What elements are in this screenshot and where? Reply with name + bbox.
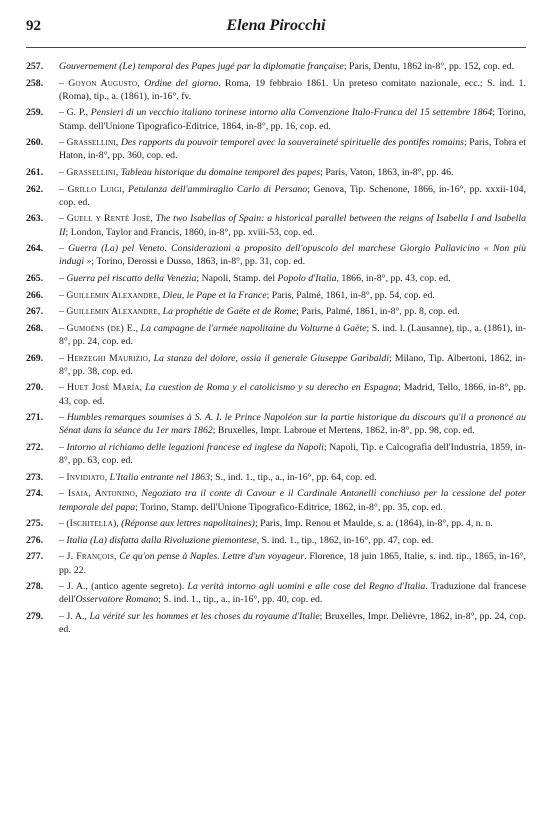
entry-title: Pensieri di un vecchio italiano torinese intorno alla Convenzione Italo-Franca del 15 settembre 1864 <box>90 107 493 119</box>
entry-detail: – <box>59 412 67 424</box>
bibliography-entry <box>26 471 526 484</box>
entry-number: 257. <box>26 61 44 72</box>
entry-title: L'Italia entrante nel 1863 <box>109 471 210 483</box>
entry-author: Grassellini <box>66 166 116 178</box>
entry-author: Ischitella <box>69 518 113 530</box>
entry-number: 277. <box>26 551 44 563</box>
entry-detail: , 1866, in-8°, pp. 43, cop. ed. <box>336 272 451 284</box>
entry-text <box>59 411 526 437</box>
entry-detail: ; Paris, Vaton, 1863, in-8°, pp. 46. <box>320 166 454 178</box>
entry-number: 260. <box>26 137 44 149</box>
bibliography-entry <box>26 322 526 348</box>
entry-title: (Réponse aux lettres napolitaines) <box>121 518 255 530</box>
bibliography-entry <box>26 441 526 467</box>
entry-detail: , <box>104 471 110 483</box>
entry-detail: , <box>139 382 146 394</box>
entry-detail: , <box>157 289 163 301</box>
bibliography-entry <box>26 381 526 407</box>
entry-text <box>59 352 526 378</box>
entry-text <box>59 289 526 302</box>
entry-detail: – <box>59 551 67 563</box>
entry-author: Isaia, Antonino <box>67 488 136 500</box>
entry-detail: ; Madrid, Tello, 1866, in-8°, pp. 43, cop. ed. <box>59 382 526 407</box>
entry-number: 267. <box>26 306 44 318</box>
entry-number: 268. <box>26 322 44 334</box>
bibliography-entry <box>26 242 526 268</box>
entry-detail: – <box>59 213 67 225</box>
entry-title: Petulanza dell'ammiraglio Carlo di Persano <box>127 183 308 195</box>
entry-detail: ; Paris, Palmé, 1861, in-8°, pp. 8, cop. ed. <box>296 306 460 318</box>
entry-text <box>59 272 526 285</box>
entry-title: Guerra pel riscatto della Venezia <box>66 272 197 284</box>
entry-number: 274. <box>26 488 44 500</box>
entry-number: 261. <box>26 166 44 178</box>
bibliography-entry <box>26 212 526 238</box>
entry-author: J. François <box>66 551 115 563</box>
entry-number: 275. <box>26 518 44 530</box>
entry-title: Des rapports du pouvoir temporel avec la souveraineté spirituelle des pontifes romains <box>120 137 464 149</box>
running-head: Elena Pirocchi <box>226 17 326 34</box>
entry-title: La cuestion de Roma y el catolicismo y su derecho en Espagna <box>145 382 399 394</box>
entry-text <box>59 550 526 576</box>
entry-detail: ; Bruxelles, Impr. Delièvre, 1862, in-8°, pp. 24, cop. ed. <box>59 610 526 636</box>
entry-detail: ; Torino, Derossi e Dusso, 1863, in-8°, pp. 31, cop. ed. <box>91 256 306 268</box>
bibliography-entry <box>26 487 526 513</box>
entry-text <box>59 60 526 73</box>
entry-author: Guell y Renté José <box>66 213 151 225</box>
entry-detail: – <box>59 471 67 483</box>
entry-title: Guerra (La) pel Veneto. Considerazioni a proposito dell'opuscolo del marchese Giorgio Pallavicino « Non più indugi » <box>59 243 526 268</box>
entry-detail: , <box>115 137 121 149</box>
page-number: 92 <box>26 18 41 34</box>
entry-title: Osservatore Romano <box>75 594 159 606</box>
entry-author: Guillemin Alexandre <box>66 289 158 301</box>
entry-text <box>59 381 526 407</box>
entry-number: 269. <box>26 352 44 364</box>
entry-text <box>59 242 526 268</box>
entry-text <box>59 136 526 162</box>
entry-detail: ; London, Taylor and Francis, 1860, in-8°, pp. xviii-53, cop. ed. <box>65 226 315 238</box>
entry-title: Italia (La) disfatta dalla Rivoluzione piemontese <box>66 534 257 546</box>
entry-detail: – J. A., <box>59 610 90 622</box>
entry-author: Grassellini <box>66 137 116 149</box>
entry-detail: – G. P., <box>59 107 91 119</box>
entry-text <box>59 487 526 513</box>
entry-title: Dieu, le Pape et la France <box>162 289 267 301</box>
entry-detail: , <box>137 77 145 89</box>
entry-detail: ; Genova, Tip. Schenone, 1866, in-16°, pp. xxxii-104, cop. ed. <box>59 183 526 208</box>
entry-detail: – <box>59 534 67 546</box>
entry-title: Tableau historique du domaine temporel des papes <box>120 166 321 178</box>
entry-title: Ce qu'on pense à Naples. Lettre d'un voyageur <box>119 551 305 563</box>
entry-title: La vérité sur les hommes et les choses du royaume d'Italie <box>89 610 320 622</box>
entry-number: 278. <box>26 581 44 593</box>
entry-detail: , <box>150 213 156 225</box>
entry-detail: – ( <box>59 518 70 530</box>
entry-text <box>59 534 526 547</box>
entry-detail: – <box>59 77 69 89</box>
entry-text <box>59 610 526 636</box>
entry-text <box>59 471 526 484</box>
entry-detail: , <box>148 352 154 364</box>
entry-detail: – <box>59 382 67 394</box>
bibliography-entry <box>26 272 526 285</box>
entry-text <box>59 441 526 467</box>
entry-detail: , <box>157 306 163 318</box>
entry-detail: – <box>59 289 67 301</box>
entry-number: 263. <box>26 213 44 225</box>
entry-title: Ordine del giorno <box>144 77 219 89</box>
entry-number: 279. <box>26 610 44 622</box>
entry-detail: ; Milano, Tip. Albertoni, 1862, in-8°, pp. 38, cop. ed. <box>59 352 526 377</box>
entry-author: Invidiato <box>66 471 105 483</box>
entry-detail: – J. A., (antico agente segreto). <box>59 581 188 593</box>
entry-detail: ; Napoli, Stamp. del <box>196 272 278 284</box>
entry-text <box>59 517 526 530</box>
entry-title: Gouvernement (Le) temporal des Papes jugé par la diplomatie française <box>59 61 344 72</box>
bibliography-entry <box>26 136 526 162</box>
entry-author: Goyon Augusto <box>68 77 138 89</box>
entry-number: 262. <box>26 183 44 195</box>
entry-author: Guillemin Alexandre <box>66 306 158 318</box>
entry-detail: , <box>135 322 141 334</box>
bibliography-entry <box>26 517 526 530</box>
entry-number: 270. <box>26 382 44 394</box>
entry-text <box>59 322 526 348</box>
entry-detail: ; S., ind. 1., tip., a., in-16°, pp. 64, cop. ed. <box>209 471 377 483</box>
entry-number: 276. <box>26 534 44 546</box>
entry-detail: – <box>59 306 67 318</box>
entry-author: Huet José María <box>66 382 140 394</box>
bibliography-entry <box>26 106 526 132</box>
entry-detail: ; Paris, Tobra et Haton, in-8°, pp. 360, cop. ed. <box>59 137 526 162</box>
entry-detail: – <box>59 322 67 334</box>
entry-detail: – <box>59 488 68 500</box>
bibliography-entry <box>26 580 526 606</box>
entry-detail: ; Torino, Stamp. dell'Unione Tipografico-Editrice, 1862, in-8°, pp. 35, cop. ed. <box>135 501 443 513</box>
entry-detail: , S. ind. 1., tip., 1862, in-16°, pp. 47, cop. ed. <box>256 534 434 546</box>
entry-number: 265. <box>26 272 44 284</box>
entry-detail: ; Torino, Stamp. dell'Unione Tipografico-Editrice, 1864, in-8°, pp. 16, cop. ed. <box>59 107 527 132</box>
entry-detail: . Roma, 19 febbraio 1861. Un preteso comitato nazionale, ecc.; S. ind. 1. (Roma), tip., a. (1861), in-16°, fv. <box>59 77 526 102</box>
entry-text <box>59 166 526 179</box>
bibliography-entry <box>26 610 526 636</box>
entry-number: 259. <box>26 107 44 119</box>
bibliography-list <box>26 60 526 636</box>
entry-detail: ; S. ind. l. (Lausanne), tip., a. (1861), in-8°, pp. 24, cop. ed. <box>59 322 526 347</box>
entry-detail: – <box>59 272 67 284</box>
bibliography-entry <box>26 550 526 576</box>
entry-title: La verità intorno agli uomini e alle cose del Regno d'Italia <box>187 581 426 593</box>
entry-author: Herzeghi Maurizio <box>67 352 149 364</box>
entry-detail: , <box>135 488 142 500</box>
entry-number: 271. <box>26 412 44 424</box>
entry-title: La prophétie de Gaëte et de Rome <box>162 306 297 318</box>
entry-detail: – <box>59 166 67 178</box>
entry-text <box>59 580 526 606</box>
entry-text <box>59 305 526 318</box>
entry-detail: ; Bruxelles, Impr. Labroue et Mertens, 1862, in-8°, pp. 98, cop. ed. <box>212 425 475 437</box>
bibliography-entry <box>26 183 526 209</box>
entry-detail: – <box>59 183 68 195</box>
entry-title: La campagne de l'armée napolitaine du Volturne à Gaëte <box>140 322 367 334</box>
entry-detail: ; S. ind. 1., tip., a., in-16°, pp. 40, cop. ed. <box>158 594 323 606</box>
bibliography-entry <box>26 352 526 378</box>
entry-detail: – <box>59 243 69 255</box>
entry-detail: ; Paris, Palmé, 1861, in-8°, pp. 54, cop. ed. <box>266 289 435 301</box>
entry-detail: ; Paris, Imp. Renou et Maulde, s. a. (1864), in-8°, pp. 4, n. n. <box>254 518 493 530</box>
entry-detail: ; Napoli, Tip. e Calcografia dell'Industria, 1859, in-8°, pp. 63, cop. ed. <box>59 441 526 467</box>
bibliography-entry <box>26 534 526 547</box>
entry-number: 266. <box>26 289 44 301</box>
bibliography-entry <box>26 60 526 73</box>
entry-detail: – <box>59 352 68 364</box>
entry-title: The two Isabellas of Spain: a historical parallel between the reigns of Isabella I and Isabella II <box>59 213 527 238</box>
entry-text <box>59 77 526 103</box>
entry-title: Negoziato tra il conte di Cavour e il Cardinale Antonelli conchiuso per la cessione del poter temporale del papa <box>59 488 526 513</box>
entry-detail: , <box>115 166 121 178</box>
bibliography-entry <box>26 77 526 103</box>
entry-number: 272. <box>26 441 44 453</box>
entry-number: 273. <box>26 471 44 483</box>
entry-detail: , <box>114 551 120 563</box>
bibliography-entry <box>26 289 526 302</box>
entry-title: Popolo d'Italia <box>277 272 337 284</box>
page-header <box>26 17 526 48</box>
bibliography-entry <box>26 411 526 437</box>
entry-author: Gumoëns (de) E. <box>66 322 136 334</box>
entry-text <box>59 183 526 209</box>
entry-number: 258. <box>26 77 44 89</box>
entry-title: Humbles remarques soumises à S. A. I. le Prince Napoléon sur la partie historique du discours qu'il a prononcé au Sénat dans la séance du 1er mars 1862 <box>59 412 526 437</box>
entry-text <box>59 106 526 132</box>
entry-detail: – <box>59 441 67 453</box>
bibliography-entry <box>26 305 526 318</box>
entry-number: 264. <box>26 243 44 255</box>
entry-title: La stanza del dolore, ossia il generale Giuseppe Garibaldi <box>153 352 390 364</box>
entry-detail: . Florence, 18 juin 1865, Italie, s. ind. tip., 1865, in-16°, pp. 22. <box>59 551 526 576</box>
bibliography-entry <box>26 166 526 179</box>
entry-detail: ), <box>113 518 122 530</box>
entry-title: Intorno al richiamo delle legazioni francese ed inglese da Napoli <box>66 441 324 453</box>
entry-detail: ; Paris, Dentu, 1862 in-8°, pp. 152, cop. ed. <box>343 61 515 72</box>
entry-detail: . Traduzione dal francese dell' <box>59 581 526 606</box>
entry-text <box>59 212 526 238</box>
entry-detail: , <box>121 183 128 195</box>
entry-author: Grillo Luigi <box>67 183 122 195</box>
entry-detail: – <box>59 137 67 149</box>
